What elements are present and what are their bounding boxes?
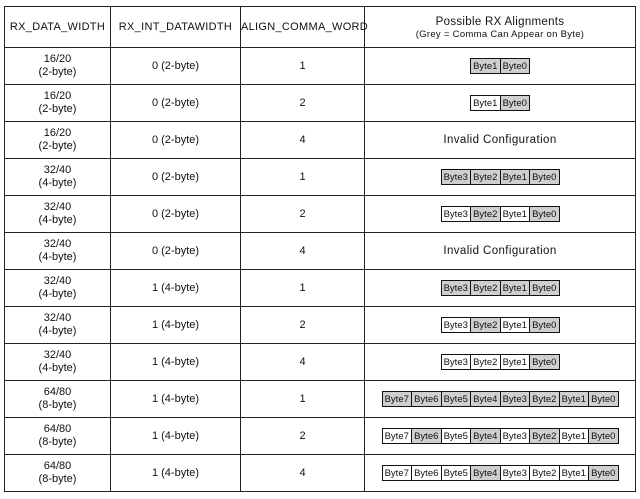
rx-int-datawidth-cell: 0 (2-byte)	[111, 85, 241, 122]
byte-box: Byte6	[411, 428, 442, 444]
align-comma-word-cell: 2	[241, 307, 365, 344]
data-width-bytes: (8-byte)	[38, 473, 77, 485]
byte-box: Byte3	[441, 317, 472, 333]
header-row	[5, 7, 636, 48]
byte-box: Byte4	[470, 391, 501, 407]
header-rx-int-datawidth: RX_INT_DATAWIDTH	[111, 7, 241, 48]
table-row	[5, 233, 636, 270]
byte-box: Byte1	[500, 206, 531, 222]
byte-box: Byte3	[441, 206, 472, 222]
data-width-value: 32/40	[43, 275, 72, 287]
invalid-configuration-text: Invalid Configuration	[443, 244, 557, 257]
rx-data-width-cell	[5, 159, 111, 196]
possible-alignments-cell	[365, 455, 636, 492]
rx-data-width-cell	[5, 196, 111, 233]
alignments-title: Possible RX Alignments	[435, 15, 565, 28]
byte-box: Byte0	[529, 317, 560, 333]
invalid-configuration-text: Invalid Configuration	[443, 133, 557, 146]
rx-int-datawidth-cell: 1 (4-byte)	[111, 418, 241, 455]
byte-alignment-row	[441, 206, 560, 222]
data-width-bytes: (8-byte)	[38, 436, 77, 448]
rx-data-width-cell	[5, 85, 111, 122]
byte-box: Byte5	[441, 465, 472, 481]
possible-alignments-cell	[365, 122, 636, 159]
byte-box: Byte1	[559, 391, 590, 407]
data-width-value: 64/80	[43, 386, 72, 398]
byte-box: Byte0	[500, 58, 531, 74]
byte-box: Byte3	[500, 465, 531, 481]
possible-alignments-cell	[365, 85, 636, 122]
byte-alignment-row	[382, 428, 619, 444]
data-width-value: 64/80	[43, 423, 72, 435]
header-align-comma-word: ALIGN_COMMA_WORD	[241, 7, 365, 48]
align-comma-word-cell: 4	[241, 233, 365, 270]
rx-int-datawidth-cell: 1 (4-byte)	[111, 270, 241, 307]
data-width-bytes: (4-byte)	[38, 214, 77, 226]
data-width-bytes: (4-byte)	[38, 177, 77, 189]
rx-data-width-cell	[5, 48, 111, 85]
align-comma-word-cell: 4	[241, 344, 365, 381]
rx-int-datawidth-cell: 1 (4-byte)	[111, 455, 241, 492]
byte-alignment-row	[470, 58, 530, 74]
align-comma-word-cell: 4	[241, 455, 365, 492]
rx-data-width-cell	[5, 307, 111, 344]
alignment-table-container	[4, 6, 636, 492]
byte-box: Byte0	[529, 206, 560, 222]
rx-data-width-cell	[5, 381, 111, 418]
byte-box: Byte3	[500, 391, 531, 407]
data-width-value: 16/20	[43, 127, 72, 139]
possible-alignments-cell	[365, 381, 636, 418]
byte-box: Byte3	[441, 354, 472, 370]
byte-alignment-row	[441, 169, 560, 185]
byte-box: Byte0	[529, 280, 560, 296]
byte-box: Byte6	[411, 465, 442, 481]
byte-alignment-row	[382, 391, 619, 407]
table-row	[5, 270, 636, 307]
byte-box: Byte4	[470, 428, 501, 444]
byte-box: Byte1	[500, 317, 531, 333]
possible-alignments-cell	[365, 418, 636, 455]
rx-int-datawidth-cell: 0 (2-byte)	[111, 122, 241, 159]
data-width-bytes: (2-byte)	[38, 103, 77, 115]
byte-box: Byte2	[470, 206, 501, 222]
header-rx-data-width: RX_DATA_WIDTH	[5, 7, 111, 48]
byte-box: Byte2	[529, 391, 560, 407]
data-width-value: 32/40	[43, 201, 72, 213]
data-width-bytes: (4-byte)	[38, 362, 77, 374]
byte-box: Byte0	[588, 391, 619, 407]
table-row	[5, 307, 636, 344]
byte-alignment-row	[382, 465, 619, 481]
data-width-bytes: (2-byte)	[38, 140, 77, 152]
data-width-bytes: (8-byte)	[38, 399, 77, 411]
table-row	[5, 455, 636, 492]
data-width-value: 32/40	[43, 349, 72, 361]
rx-data-width-cell	[5, 122, 111, 159]
alignments-subtitle: (Grey = Comma Can Appear on Byte)	[415, 28, 585, 40]
rx-int-datawidth-cell: 0 (2-byte)	[111, 196, 241, 233]
possible-alignments-cell	[365, 48, 636, 85]
byte-box: Byte1	[559, 465, 590, 481]
byte-box: Byte6	[411, 391, 442, 407]
byte-box: Byte0	[588, 428, 619, 444]
table-row	[5, 122, 636, 159]
data-width-bytes: (4-byte)	[38, 325, 77, 337]
table-row	[5, 418, 636, 455]
align-comma-word-cell: 2	[241, 196, 365, 233]
data-width-bytes: (2-byte)	[38, 66, 77, 78]
rx-data-width-cell	[5, 233, 111, 270]
data-width-value: 32/40	[43, 238, 72, 250]
align-comma-word-cell: 2	[241, 418, 365, 455]
byte-box: Byte1	[470, 95, 501, 111]
possible-alignments-cell	[365, 159, 636, 196]
byte-box: Byte0	[529, 169, 560, 185]
align-comma-word-cell: 4	[241, 122, 365, 159]
table-row	[5, 196, 636, 233]
byte-box: Byte7	[382, 428, 413, 444]
data-width-value: 16/20	[43, 90, 72, 102]
data-width-value: 64/80	[43, 460, 72, 472]
rx-data-width-cell	[5, 344, 111, 381]
byte-box: Byte5	[441, 391, 472, 407]
rx-int-datawidth-cell: 0 (2-byte)	[111, 233, 241, 270]
byte-box: Byte5	[441, 428, 472, 444]
byte-box: Byte0	[500, 95, 531, 111]
rx-int-datawidth-cell: 0 (2-byte)	[111, 48, 241, 85]
align-comma-word-cell: 1	[241, 159, 365, 196]
byte-box: Byte3	[441, 280, 472, 296]
table-body	[5, 48, 636, 492]
align-comma-word-cell: 1	[241, 270, 365, 307]
rx-int-datawidth-cell: 1 (4-byte)	[111, 381, 241, 418]
byte-box: Byte7	[382, 391, 413, 407]
byte-box: Byte1	[500, 354, 531, 370]
byte-box: Byte2	[470, 317, 501, 333]
byte-box: Byte2	[470, 354, 501, 370]
byte-box: Byte1	[470, 58, 501, 74]
byte-box: Byte2	[529, 428, 560, 444]
rx-int-datawidth-cell: 1 (4-byte)	[111, 344, 241, 381]
byte-box: Byte2	[529, 465, 560, 481]
byte-box: Byte1	[500, 169, 531, 185]
data-width-value: 32/40	[43, 312, 72, 324]
data-width-bytes: (4-byte)	[38, 288, 77, 300]
rx-int-datawidth-cell: 0 (2-byte)	[111, 159, 241, 196]
possible-alignments-cell	[365, 307, 636, 344]
byte-box: Byte0	[588, 465, 619, 481]
table-header	[5, 7, 636, 48]
data-width-bytes: (4-byte)	[38, 251, 77, 263]
byte-alignment-row	[441, 354, 560, 370]
rx-alignment-table	[4, 6, 636, 492]
byte-box: Byte3	[441, 169, 472, 185]
byte-box: Byte2	[470, 169, 501, 185]
align-comma-word-cell: 1	[241, 48, 365, 85]
byte-alignment-row	[441, 317, 560, 333]
table-row	[5, 381, 636, 418]
rx-data-width-cell	[5, 455, 111, 492]
table-row	[5, 85, 636, 122]
byte-box: Byte1	[500, 280, 531, 296]
rx-data-width-cell	[5, 418, 111, 455]
table-row	[5, 344, 636, 381]
byte-box: Byte7	[382, 465, 413, 481]
table-row	[5, 159, 636, 196]
rx-data-width-cell	[5, 270, 111, 307]
possible-alignments-cell	[365, 270, 636, 307]
data-width-value: 32/40	[43, 164, 72, 176]
align-comma-word-cell: 2	[241, 85, 365, 122]
byte-box: Byte4	[470, 465, 501, 481]
possible-alignments-cell	[365, 196, 636, 233]
rx-int-datawidth-cell: 1 (4-byte)	[111, 307, 241, 344]
possible-alignments-cell	[365, 233, 636, 270]
data-width-value: 16/20	[43, 53, 72, 65]
byte-alignment-row	[441, 280, 560, 296]
byte-box: Byte0	[529, 354, 560, 370]
table-row	[5, 48, 636, 85]
byte-box: Byte1	[559, 428, 590, 444]
align-comma-word-cell: 1	[241, 381, 365, 418]
byte-alignment-row	[470, 95, 530, 111]
byte-box: Byte2	[470, 280, 501, 296]
possible-alignments-cell	[365, 344, 636, 381]
byte-box: Byte3	[500, 428, 531, 444]
header-possible-alignments	[365, 7, 636, 48]
